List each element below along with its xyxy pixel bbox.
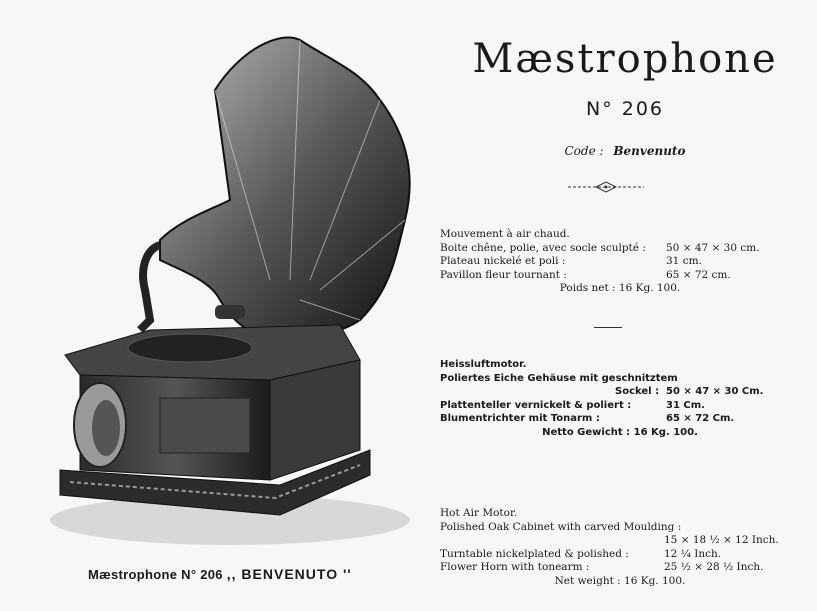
- spec-value: 31 Cm.: [666, 399, 705, 411]
- spec-value: 65 × 72 cm.: [666, 268, 731, 281]
- caption-prefix: Mæstrophone N° 206: [88, 567, 223, 582]
- spec-row: [440, 242, 800, 256]
- spec-row: [440, 269, 800, 283]
- spec-row: [440, 412, 800, 426]
- french-specs: [440, 228, 800, 296]
- code-line: [440, 144, 810, 158]
- spec-label: Polished Oak Cabinet with carved Moulding :: [440, 520, 682, 533]
- spec-label: Flower Horn with tonearm :: [440, 561, 590, 573]
- spec-row: [440, 358, 800, 372]
- spec-row: [440, 255, 800, 269]
- weight-line: Poids net : 16 Kg. 100.: [559, 282, 681, 294]
- spec-label: Pavillon fleur tournant :: [440, 268, 567, 281]
- spec-label: Turntable nickelplated & polished :: [440, 547, 629, 560]
- english-specs: [440, 507, 800, 588]
- code-label: Code :: [564, 144, 604, 158]
- spec-value: 31 cm.: [666, 255, 702, 267]
- german-specs: [440, 358, 800, 439]
- model-number: N° 206: [585, 98, 665, 120]
- ornament-divider: [566, 180, 646, 194]
- spec-row: [440, 548, 800, 562]
- spec-label: Sockel :: [615, 386, 660, 397]
- caption-name: ,, BENVENUTO '': [226, 566, 352, 582]
- spec-value: 15 × 18 ½ × 12 Inch.: [664, 534, 779, 546]
- spec-label: Plateau nickelé et poli :: [440, 255, 566, 267]
- spec-row: [440, 385, 800, 399]
- section-rule: [594, 327, 622, 328]
- spec-value: 50 × 47 × 30 Cm.: [666, 386, 764, 397]
- spec-value: 12 ¼ Inch.: [664, 547, 722, 560]
- spec-value: 65 × 72 Cm.: [666, 413, 735, 424]
- spec-label: Boite chêne, polie, avec socle sculpté :: [440, 241, 646, 254]
- spec-label: Hot Air Motor.: [440, 507, 518, 519]
- spec-row: [440, 507, 800, 521]
- spec-row: [440, 521, 800, 535]
- weight-line: Netto Gewicht : 16 Kg. 100.: [542, 426, 698, 438]
- spec-label: Plattenteller vernickelt & poliert :: [440, 399, 632, 411]
- spec-row: [440, 372, 800, 386]
- code-value: Benvenuto: [613, 144, 686, 158]
- spec-value: 50 × 47 × 30 cm.: [666, 241, 760, 254]
- weight-line: Net weight : 16 Kg. 100.: [554, 574, 686, 587]
- spec-value: 25 ½ × 28 ½ Inch.: [664, 561, 764, 573]
- spec-row: [440, 228, 800, 242]
- spec-label: Mouvement à air chaud.: [440, 228, 570, 240]
- illustration-caption: [88, 566, 352, 582]
- phonograph-illustration: [40, 30, 420, 560]
- spec-row: [440, 561, 800, 575]
- spec-label: Heissluftmotor.: [440, 359, 527, 370]
- product-title: Mæstrophone: [472, 36, 778, 82]
- spec-label: Blumentrichter mit Tonarm :: [440, 413, 600, 424]
- spec-label: Poliertes Eiche Gehäuse mit geschnitztem: [440, 372, 678, 384]
- spec-row: [440, 399, 800, 413]
- spec-row: [440, 534, 800, 548]
